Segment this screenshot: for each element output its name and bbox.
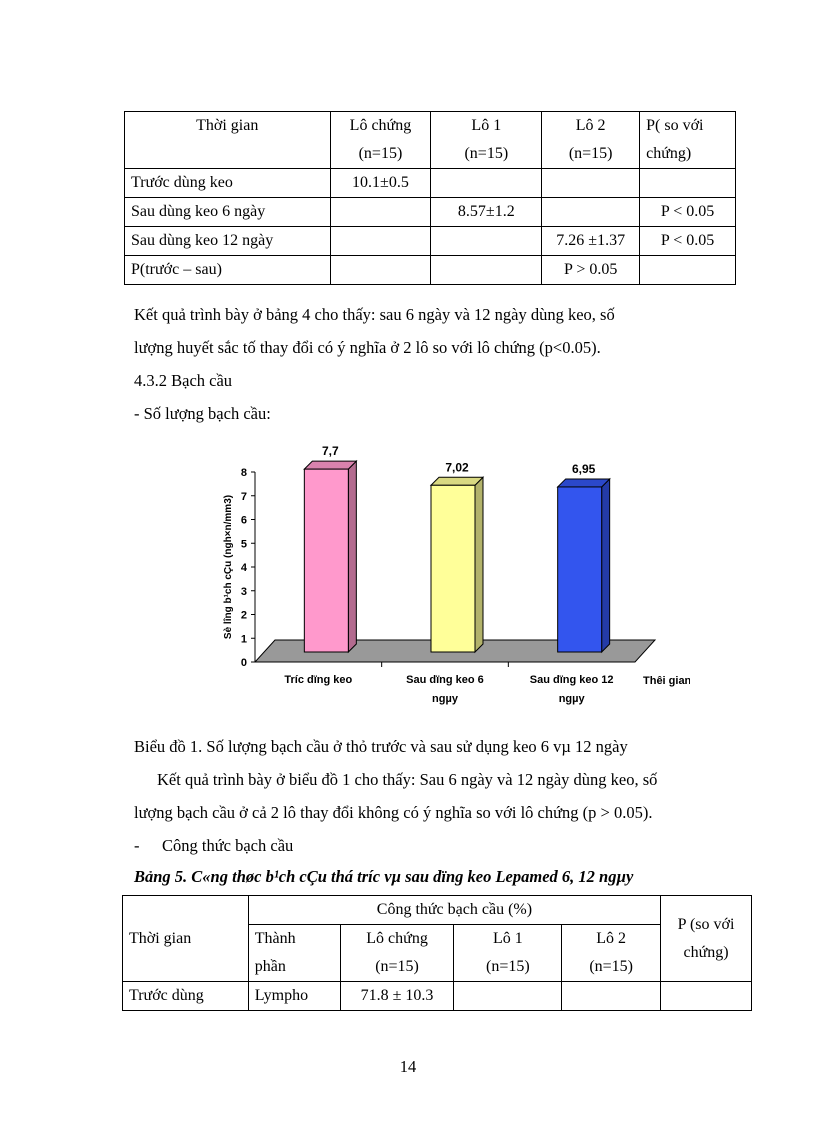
table-cell: P > 0.05: [542, 256, 640, 285]
y-tick-label: 8: [240, 467, 247, 479]
header-cell: P (so với chứng): [661, 896, 752, 982]
y-tick-label: 2: [240, 609, 247, 622]
bar-top: [304, 461, 356, 469]
header-cell: Lô 1 (n=15): [454, 925, 562, 982]
table-cell: Lympho: [248, 982, 340, 1011]
y-tick-label: 4: [240, 562, 247, 574]
table-cell: [542, 198, 640, 227]
table-cell: [454, 982, 562, 1011]
section-heading: 4.3.2 Bạch cầu: [134, 371, 233, 390]
y-tick-label: 7: [240, 490, 247, 503]
table-cell: 71.8 ± 10.3: [340, 982, 454, 1011]
bar-top: [431, 477, 483, 485]
table-row: [125, 227, 736, 256]
y-tick-label: 6: [240, 514, 247, 527]
chart-svg: [200, 440, 690, 715]
bar-top: [558, 479, 610, 487]
table-cell: Trước dùng keo: [125, 169, 331, 198]
header-cell: Lô chứng (n=15): [340, 925, 454, 982]
x-tick-label: Sau dïng keo 12: [529, 674, 614, 686]
y-tick-label: 5: [240, 538, 247, 551]
data-label: 7,7: [321, 444, 339, 459]
table-cell: [330, 227, 431, 256]
y-tick-label: 0: [240, 657, 247, 669]
bar-chart: [200, 440, 690, 715]
x-axis-label: Thêi gian: [643, 675, 690, 687]
bar-side: [475, 477, 483, 652]
table-cell: [640, 256, 736, 285]
header-cell: Lô 2 (n=15): [562, 925, 661, 982]
header-cell: Công thức bạch cầu (%): [248, 896, 660, 925]
table-cell: 7.26 ±1.37: [542, 227, 640, 256]
header-cell: Lô 2 (n=15): [542, 112, 640, 169]
table-cell: P < 0.05: [640, 198, 736, 227]
paragraph-line: lượng bạch cầu ở cả 2 lô thay đổi không có ý nghĩa so với lô chứng (p > 0.05).: [134, 803, 653, 822]
bar-side: [602, 479, 610, 652]
table-cell: [562, 982, 661, 1011]
table-cell: 10.1±0.5: [330, 169, 431, 198]
table-cell: [542, 169, 640, 198]
table-header-row: [125, 112, 736, 169]
table-cell: [431, 227, 542, 256]
table-5-title: Bảng 5. C«ng thøc b¹ch cÇu thá tríc vµ sau dïng keo Lepamed 6, 12 ngµy: [134, 867, 634, 886]
table-header-row: [123, 896, 752, 925]
table-cell: [330, 256, 431, 285]
table-cell: [661, 982, 752, 1011]
table-cell: Sau dùng keo 12 ngày: [125, 227, 331, 256]
table-cell: P < 0.05: [640, 227, 736, 256]
x-tick-label: Sau dïng keo 6: [406, 674, 484, 686]
y-tick-label: 3: [240, 585, 247, 598]
data-label: 6,95: [571, 461, 596, 476]
bar: [558, 487, 602, 652]
table-cell: [640, 169, 736, 198]
paragraph-line: lượng huyết sắc tố thay đổi có ý nghĩa ở 2 lô so với lô chứng (p<0.05).: [134, 338, 601, 357]
x-tick-label: ngµy: [558, 693, 585, 705]
paragraph-line: Kết quả trình bày ở biểu đồ 1 cho thấy: Sau 6 ngày và 12 ngày dùng keo, số: [157, 770, 658, 789]
data-label: 7,02: [445, 460, 469, 475]
table-5: [122, 895, 752, 1011]
table-row: [125, 256, 736, 285]
table-row: [123, 982, 752, 1011]
page-number: 14: [399, 1057, 417, 1076]
table-row: [125, 198, 736, 227]
table-row: [125, 169, 736, 198]
table-cell: Trước dùng: [123, 982, 249, 1011]
header-cell: P( so với chứng): [640, 112, 736, 169]
table-cell: [431, 256, 542, 285]
bar: [431, 485, 475, 652]
table-cell: [330, 198, 431, 227]
header-cell: Lô chứng (n=15): [330, 112, 431, 169]
header-cell: Thời gian: [123, 896, 249, 982]
x-tick-label: Tríc dïng keo: [284, 674, 353, 686]
table-cell: P(trước – sau): [125, 256, 331, 285]
paragraph-line: Kết quả trình bày ở bảng 4 cho thấy: sau 6 ngày và 12 ngày dùng keo, số: [134, 305, 615, 324]
table-cell: 8.57±1.2: [431, 198, 542, 227]
bullet-item: - Số lượng bạch cầu:: [134, 404, 271, 423]
bullet-dash: -: [134, 836, 140, 855]
header-cell: Lô 1 (n=15): [431, 112, 542, 169]
bar: [304, 469, 348, 652]
y-tick-label: 1: [240, 633, 247, 646]
table-cell: [431, 169, 542, 198]
table-4: [124, 111, 736, 285]
header-cell: Thành phần: [248, 925, 340, 982]
bar-side: [348, 461, 356, 652]
x-tick-label: ngµy: [432, 693, 458, 705]
table-cell: Sau dùng keo 6 ngày: [125, 198, 331, 227]
chart-caption: Biểu đồ 1. Số lượng bạch cầu ở thỏ trước và sau sử dụng keo 6 vµ 12 ngày: [134, 737, 628, 756]
header-cell: Thời gian: [125, 112, 331, 169]
bullet-item: Công thức bạch cầu: [162, 836, 294, 855]
y-axis-label: Sè lîng b¹ch cÇu (ngh×n/mm3): [223, 494, 234, 640]
